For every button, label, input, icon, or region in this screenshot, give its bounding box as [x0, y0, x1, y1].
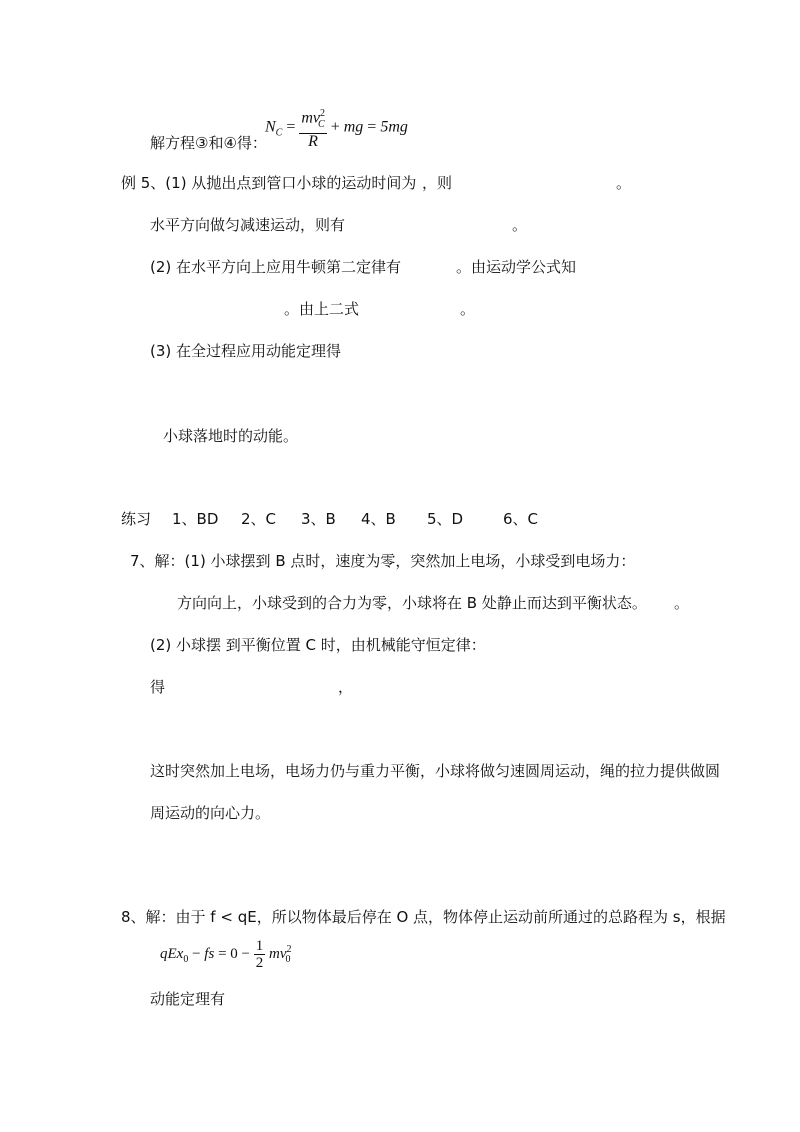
practice-answer: 4、B	[361, 510, 396, 528]
example5-line1-dot: 。	[616, 174, 632, 192]
practice-answer: 2、C	[241, 510, 277, 528]
q7-line1: 7、解：(1) 小球摆到 B 点时，速度为零，突然加上电场，小球受到电场力：	[130, 552, 636, 570]
q7-line2: 方向向上，小球受到的合力为零，小球将在 B 处静止而达到平衡状态。	[177, 594, 647, 612]
q7-line3: (2) 小球摆 到平衡位置 C 时，由机械能守恒定律：	[150, 636, 486, 654]
practice-answer: 5、D	[427, 510, 464, 528]
q7-line6: 周运动的向心力。	[150, 804, 271, 822]
example5-part2-line2: 。由上二式	[284, 300, 360, 318]
example5-part2-b: 。由运动学公式知	[456, 258, 577, 276]
line-solve: 解方程③和④得：	[150, 134, 267, 152]
practice-label: 练习	[121, 510, 152, 528]
example5-kinetic-energy: 小球落地时的动能。	[163, 427, 299, 445]
formula-energy: qEx$_0$ − fs = 0 − $\frac{1}{2}$ $mv^2_0$	[160, 938, 292, 971]
example5-part3: (3) 在全过程应用动能定理得	[150, 342, 342, 360]
q7-line4: 得	[150, 678, 166, 696]
practice-answer: 6、C	[503, 510, 539, 528]
q7-line4-comma: ，	[338, 678, 354, 696]
example5-part2: (2) 在水平方向上应用牛顿第二定律有	[150, 258, 402, 276]
example5-line1-b: ，则	[422, 174, 453, 192]
q7-line2-dot: 。	[674, 594, 690, 612]
q7-line5: 这时突然加上电场，电场力仍与重力平衡，小球将做匀速圆周运动，绳的拉力提供做圆	[150, 762, 721, 780]
example5-line2-dot: 。	[512, 216, 528, 234]
practice-answer: 3、B	[301, 510, 336, 528]
example5-part2-line2-dot: 。	[460, 300, 476, 318]
example5-line2: 水平方向做匀减速运动，则有	[150, 216, 346, 234]
formula-normal-force: $N_C$ = $\frac{mv^2_C}{R}$ + mg = 5mg	[265, 108, 408, 150]
example5-line1: 例 5、(1) 从抛出点到管口小球的运动时间为	[121, 174, 417, 192]
q8-line3: 动能定理有	[150, 990, 226, 1008]
q8-line1: 8、解：由于 f < qE，所以物体最后停在 O 点，物体停止运动前所通过的总路程为 s，根据	[121, 908, 726, 926]
practice-answer: 1、BD	[172, 510, 219, 528]
